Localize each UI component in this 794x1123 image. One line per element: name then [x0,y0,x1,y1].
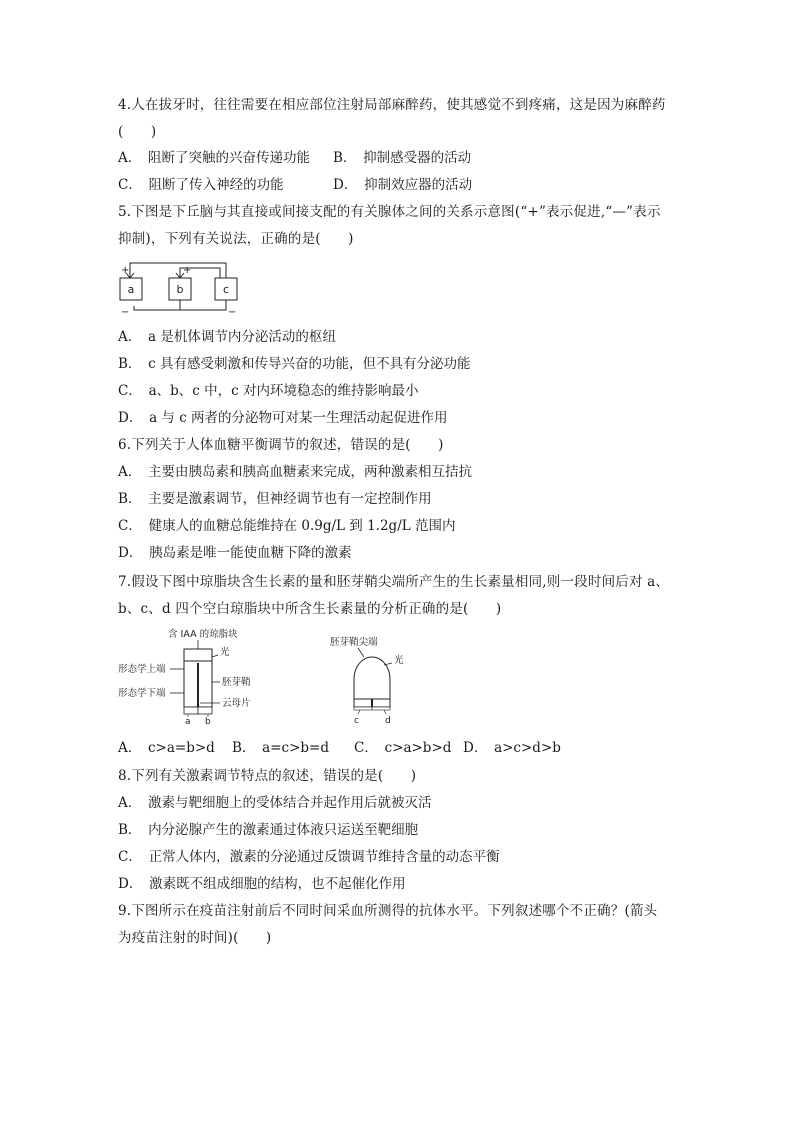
label-morph-lower: 形态学下端 [118,688,166,699]
q4-option-b: B． 抑制感受器的活动 [333,150,472,166]
q5-gland-relation-diagram [116,258,246,316]
q7-option-c: C． c>a>b>d [354,740,452,756]
label-mica: 云母片 [222,698,251,709]
label-coleoptile-tip: 胚芽鞘尖端 [330,637,378,648]
q6-option-b: B． 主要是激素调节，但神经调节也有一定控制作用 [118,491,432,507]
q7-option-b: B． a=c>b=d [232,740,329,756]
plus-sign-b: + [183,265,192,276]
q8-option-d: D． 激素既不组成细胞的结构，也不起催化作用 [118,876,406,892]
q5-stem-line1: 5.下图是下丘脑与其直接或间接支配的有关腺体之间的关系示意图(“+”表示促进,“—”表示 [118,204,661,220]
label-morph-upper: 形态学上端 [118,664,166,675]
q7-option-d: D． a>c>d>b [463,740,561,756]
q4-option-c: C． 阻断了传入神经的功能 [118,177,284,193]
label-iaa-block: 含 IAA 的琼脂块 [168,629,238,640]
minus-sign-a: − [121,307,130,316]
q8-option-b: B． 内分泌腺产生的激素通过体液只运送至靶细胞 [118,822,419,838]
q4-stem-line2: ( ) [118,124,157,140]
label-coleoptile: 胚芽鞘 [222,677,251,688]
label-light-left: 光 [220,647,230,658]
plus-sign-a: + [121,265,130,276]
q6-option-c: C． 健康人的血糖总能维持在 0.9g/L 到 1.2g/L 范围内 [118,518,456,534]
q5-stem-line2: 抑制)，下列有关说法，正确的是( ) [118,231,354,247]
label-block-b: b [205,717,211,725]
gland-label-a: a [127,283,135,296]
q7-option-a: A． c>a=b>d [118,740,215,756]
minus-sign-c: − [228,307,237,316]
q9-stem-line2: 为疫苗注射的时间)( ) [118,930,272,946]
label-light-right: 光 [394,655,404,666]
label-block-d: d [385,716,391,725]
label-block-a: a [185,717,191,725]
q7-coleoptile-diagram-left [118,625,278,725]
q6-stem: 6.下列关于人体血糖平衡调节的叙述，错误的是( ) [118,437,444,453]
q6-option-a: A． 主要由胰岛素和胰高血糖素来完成，两种激素相互拮抗 [118,464,472,480]
q5-option-b: B． c 具有感受刺激和传导兴奋的功能，但不具有分泌功能 [118,356,471,372]
q7-coleoptile-diagram-right [326,633,416,725]
q6-option-d: D． 胰岛素是唯一能使血糖下降的激素 [118,545,352,561]
q4-option-d: D． 抑制效应器的活动 [333,177,473,193]
q8-stem: 8.下列有关激素调节特点的叙述，错误的是( ) [118,768,417,784]
q5-option-d: D． a 与 c 两者的分泌物可对某一生理活动起促进作用 [118,410,448,426]
q9-stem-line1: 9.下图所示在疫苗注射前后不同时间采血所测得的抗体水平。下列叙述哪个不正确？(箭头 [118,903,658,919]
q4-option-a: A． 阻断了突触的兴奋传递功能 [118,150,310,166]
gland-label-b: b [176,283,184,296]
q8-option-a: A． 激素与靶细胞上的受体结合并起作用后就被灭活 [118,795,432,811]
label-block-c: c [354,716,359,725]
q7-stem-line1: 7.假设下图中琼脂块含生长素的量和胚芽鞘尖端所产生的生长素量相同,则一段时间后对 a、 [118,574,670,590]
q4-stem-line1: 4.人在拔牙时，往往需要在相应部位注射局部麻醉药，使其感觉不到疼痛，这是因为麻醉药 [118,97,666,113]
q5-option-c: C． a、b、c 中，c 对内环境稳态的维持影响最小 [118,383,419,399]
q5-option-a: A． a 是机体调节内分泌活动的枢纽 [118,329,336,345]
gland-label-c: c [222,283,230,296]
q8-option-c: C． 正常人体内，激素的分泌通过反馈调节维持含量的动态平衡 [118,849,500,865]
q7-stem-line2: b、c、d 四个空白琼脂块中所含生长素量的分析正确的是( ) [118,601,502,617]
